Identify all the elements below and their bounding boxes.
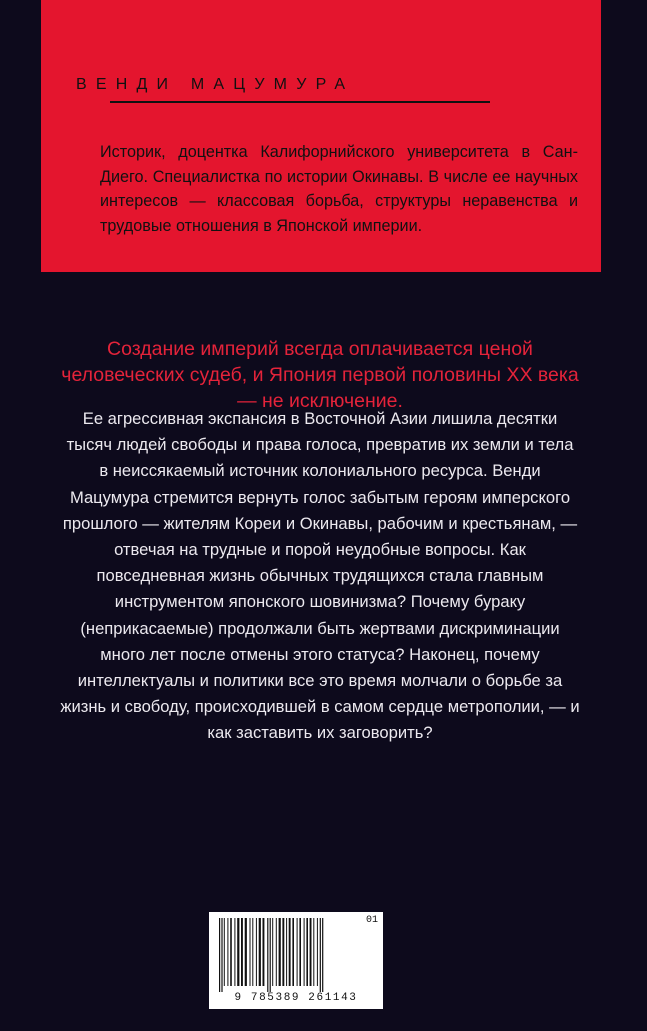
annotation-text: Ее агрессивная экспансия в Восточной Азии лишила десятки тысяч людей свободы и права голоса, превратив их земли и тела в неиссякаемый источник колониального ресурса. Венди Мацумура стремится вернуть голос забытым героям имперского прошлого — жителям Кореи и Окинавы, рабочим и крестьянам, — отвечая на трудные и порой неудобные вопросы. Как повседневная жизнь обычных трудящихся стала главным инструментом японского шовинизма? Почему буракy (неприкасаемые) продолжали быть жертвами дискриминации много лет после отмены этого статуса? Наконец, почему интеллектуалы и политики все это время молчали о борьбе за жизнь и свободу, происходившей в самом сердце метрополии, — и как заставить их заговорить? — [60, 409, 580, 743]
lead-text: Создание империй всегда оплачивается ценой человеческих судеб, и Япония первой половины XX века — не исключение. — [61, 338, 579, 412]
author-underline — [110, 101, 490, 103]
author-bio: Историк, доцентка Калифорнийского университета в Сан-Диего. Специалистка по истории Окинавы. В числе ее научных интересов — классовая борьба, структуры неравенства и трудовые отношения в Японской империи. — [100, 143, 578, 235]
isbn-digits: 9 785389 261143 — [234, 992, 358, 1004]
barcode-bars — [217, 918, 375, 992]
barcode — [209, 912, 383, 1009]
author-name: ВЕНДИ МАЦУМУРА — [76, 76, 355, 93]
barcode-addon: 01 — [365, 915, 378, 926]
